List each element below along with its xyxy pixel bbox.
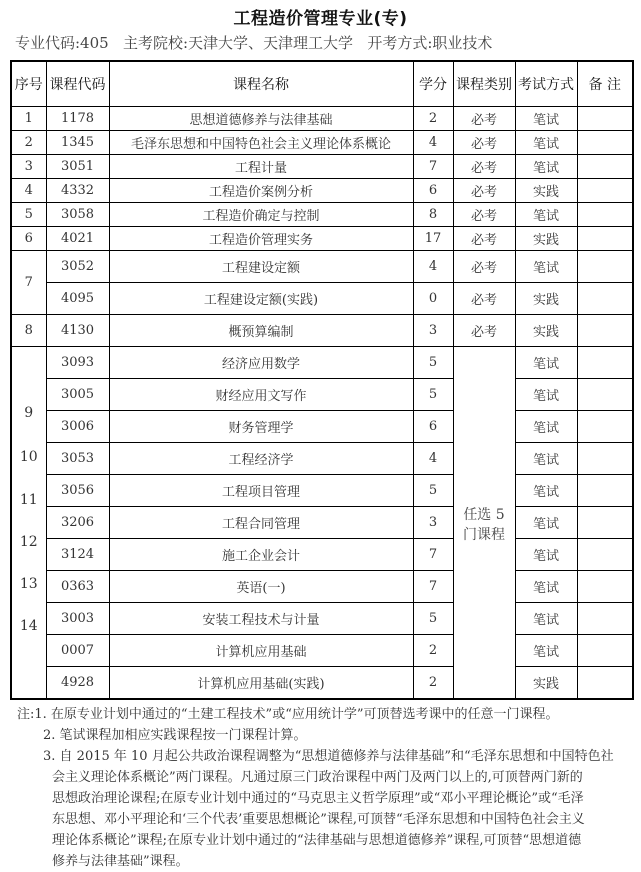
- name-cell: 施工企业会计: [109, 539, 413, 571]
- type-cell: 必考: [453, 107, 515, 131]
- code-cell: 4130: [46, 315, 109, 347]
- seq-cell: 4: [11, 179, 46, 203]
- seq-cell: 8: [11, 315, 46, 347]
- name-cell: 工程计量: [109, 155, 413, 179]
- table-header-row: [11, 61, 633, 107]
- note-cell: [577, 539, 633, 571]
- note-2: 2. 笔试课程加相应实践课程按一门课程计算。: [43, 728, 307, 743]
- table-row: [11, 667, 633, 700]
- seq-cell: 6: [11, 227, 46, 251]
- exam-cell: 实践: [515, 283, 577, 315]
- table-row: [11, 539, 633, 571]
- code-cell: 0363: [46, 571, 109, 603]
- seq-cell: 7: [11, 251, 46, 315]
- note-3-cont: 东思想、邓小平理论和‘三个代表’重要思想概论”课程,可顶替“毛泽东思想和中国特色社会主义: [52, 812, 585, 827]
- seq-label: 12: [19, 534, 38, 550]
- name-cell: 工程建设定额(实践): [109, 283, 413, 315]
- exam-cell: 笔试: [515, 203, 577, 227]
- code-cell: 3124: [46, 539, 109, 571]
- exam-cell: 笔试: [515, 379, 577, 411]
- course-plan-table: [10, 60, 634, 700]
- elective-type-line1: 任选 5: [463, 507, 505, 523]
- code-cell: 3056: [46, 475, 109, 507]
- seq-label: 14: [19, 618, 38, 634]
- exam-cell: 笔试: [515, 507, 577, 539]
- name-cell: 财务管理学: [109, 411, 413, 443]
- note-cell: [577, 283, 633, 315]
- elective-seq-cell: [11, 347, 46, 700]
- seq-cell: 2: [11, 131, 46, 155]
- header-note: 备 注: [577, 61, 633, 107]
- seq-label: 10: [19, 449, 38, 465]
- credit-cell: 6: [413, 179, 453, 203]
- table-row: [11, 347, 633, 379]
- credit-cell: 6: [413, 411, 453, 443]
- seq-cell: 3: [11, 155, 46, 179]
- table-row: [11, 179, 633, 203]
- note-cell: [577, 107, 633, 131]
- code-cell: 4928: [46, 667, 109, 700]
- note-cell: [577, 667, 633, 700]
- credit-cell: 5: [413, 347, 453, 379]
- code-cell: 4332: [46, 179, 109, 203]
- exam-cell: 笔试: [515, 603, 577, 635]
- note-cell: [577, 203, 633, 227]
- credit-cell: 17: [413, 227, 453, 251]
- table-row: [11, 315, 633, 347]
- table-row: [11, 635, 633, 667]
- note-cell: [577, 411, 633, 443]
- header-exam: 考试方式: [515, 61, 577, 107]
- table-row: [11, 603, 633, 635]
- note-cell: [577, 131, 633, 155]
- code-cell: 3005: [46, 379, 109, 411]
- name-cell: 英语(一): [109, 571, 413, 603]
- code-cell: 3206: [46, 507, 109, 539]
- note-cell: [577, 571, 633, 603]
- note-cell: [577, 635, 633, 667]
- table-row: [11, 251, 633, 283]
- code-cell: 0007: [46, 635, 109, 667]
- exam-cell: 笔试: [515, 347, 577, 379]
- name-cell: 工程合同管理: [109, 507, 413, 539]
- note-cell: [577, 347, 633, 379]
- table-row: [11, 107, 633, 131]
- name-cell: 计算机应用基础: [109, 635, 413, 667]
- code-cell: 3003: [46, 603, 109, 635]
- note-3-cont: 理论体系概论”课程;在原专业计划中通过的“法律基础与思想道德修养”课程,可顶替“思想道德: [52, 833, 582, 848]
- name-cell: 工程造价管理实务: [109, 227, 413, 251]
- table-row: [11, 507, 633, 539]
- name-cell: 毛泽东思想和中国特色社会主义理论体系概论: [109, 131, 413, 155]
- code-cell: 3051: [46, 155, 109, 179]
- note-1: 注:1. 在原专业计划中通过的“土建工程技术”或“应用统计学”可顶替选考课中的任意一门课程。: [17, 707, 559, 722]
- table-row: [11, 443, 633, 475]
- major-info: 专业代码:405 主考院校:天津大学、天津理工大学 开考方式:职业技术: [15, 34, 493, 52]
- table-row: [11, 379, 633, 411]
- exam-cell: 笔试: [515, 107, 577, 131]
- credit-cell: 7: [413, 155, 453, 179]
- elective-type-cell: [453, 347, 515, 700]
- credit-cell: 5: [413, 475, 453, 507]
- name-cell: 计算机应用基础(实践): [109, 667, 413, 700]
- type-cell: 必考: [453, 131, 515, 155]
- exam-cell: 笔试: [515, 571, 577, 603]
- name-cell: 财经应用文写作: [109, 379, 413, 411]
- note-3-cont: 会主义理论体系概论”两门课程。凡通过原三门政治课程中两门及两门以上的,可顶替两门新的: [52, 770, 583, 785]
- note-cell: [577, 251, 633, 283]
- name-cell: 工程建设定额: [109, 251, 413, 283]
- exam-cell: 笔试: [515, 251, 577, 283]
- header-seq: 序号: [11, 61, 46, 107]
- header-code: 课程代码: [46, 61, 109, 107]
- type-cell: 必考: [453, 227, 515, 251]
- note-3: 3. 自 2015 年 10 月起公共政治课程调整为“思想道德修养与法律基础”和“毛泽东思想和中国特色社: [43, 749, 614, 764]
- note-cell: [577, 179, 633, 203]
- exam-cell: 实践: [515, 315, 577, 347]
- code-cell: 3053: [46, 443, 109, 475]
- name-cell: 工程项目管理: [109, 475, 413, 507]
- table-row: [11, 227, 633, 251]
- seq-cell: 5: [11, 203, 46, 227]
- table-row: [11, 283, 633, 315]
- seq-cell: 1: [11, 107, 46, 131]
- code-cell: 4021: [46, 227, 109, 251]
- exam-cell: 笔试: [515, 131, 577, 155]
- footnotes: [17, 704, 629, 872]
- exam-cell: 实践: [515, 667, 577, 700]
- table-row: [11, 475, 633, 507]
- seq-label: 11: [19, 492, 38, 508]
- name-cell: 安装工程技术与计量: [109, 603, 413, 635]
- type-cell: 必考: [453, 251, 515, 283]
- note-cell: [577, 603, 633, 635]
- exam-cell: 实践: [515, 179, 577, 203]
- table-row: [11, 411, 633, 443]
- note-3-cont: 修养与法律基础”课程。: [52, 854, 189, 869]
- table-row: [11, 203, 633, 227]
- type-cell: 必考: [453, 283, 515, 315]
- credit-cell: 3: [413, 315, 453, 347]
- name-cell: 概预算编制: [109, 315, 413, 347]
- note-cell: [577, 379, 633, 411]
- name-cell: 工程经济学: [109, 443, 413, 475]
- exam-cell: 实践: [515, 227, 577, 251]
- exam-cell: 笔试: [515, 155, 577, 179]
- credit-cell: 4: [413, 443, 453, 475]
- note-3-cont: 思想政治理论课程;在原专业计划中通过的“马克思主义哲学原理”或“邓小平理论概论”或“毛泽: [52, 791, 584, 806]
- exam-cell: 笔试: [515, 443, 577, 475]
- note-cell: [577, 507, 633, 539]
- name-cell: 工程造价确定与控制: [109, 203, 413, 227]
- type-cell: 必考: [453, 203, 515, 227]
- credit-cell: 4: [413, 251, 453, 283]
- code-cell: 3006: [46, 411, 109, 443]
- credit-cell: 5: [413, 379, 453, 411]
- seq-label: 9: [24, 405, 34, 421]
- name-cell: 思想道德修养与法律基础: [109, 107, 413, 131]
- seq-label: 13: [19, 576, 38, 592]
- type-cell: 必考: [453, 315, 515, 347]
- credit-cell: 2: [413, 635, 453, 667]
- credit-cell: 0: [413, 283, 453, 315]
- table-row: [11, 131, 633, 155]
- note-cell: [577, 315, 633, 347]
- code-cell: 1345: [46, 131, 109, 155]
- credit-cell: 4: [413, 131, 453, 155]
- header-type: 课程类别: [453, 61, 515, 107]
- code-cell: 3052: [46, 251, 109, 283]
- header-credit: 学分: [413, 61, 453, 107]
- name-cell: 工程造价案例分析: [109, 179, 413, 203]
- elective-type-line2: 门课程: [463, 527, 505, 543]
- table-row: [11, 155, 633, 179]
- credit-cell: 7: [413, 539, 453, 571]
- code-cell: 3058: [46, 203, 109, 227]
- name-cell: 经济应用数学: [109, 347, 413, 379]
- exam-cell: 笔试: [515, 411, 577, 443]
- type-cell: 必考: [453, 155, 515, 179]
- credit-cell: 7: [413, 571, 453, 603]
- page-title: 工程造价管理专业(专): [233, 9, 408, 29]
- header-name: 课程名称: [109, 61, 413, 107]
- credit-cell: 3: [413, 507, 453, 539]
- credit-cell: 8: [413, 203, 453, 227]
- exam-cell: 笔试: [515, 635, 577, 667]
- code-cell: 4095: [46, 283, 109, 315]
- note-cell: [577, 155, 633, 179]
- credit-cell: 5: [413, 603, 453, 635]
- type-cell: 必考: [453, 179, 515, 203]
- credit-cell: 2: [413, 667, 453, 700]
- code-cell: 3093: [46, 347, 109, 379]
- note-cell: [577, 227, 633, 251]
- table-row: [11, 571, 633, 603]
- credit-cell: 2: [413, 107, 453, 131]
- exam-cell: 笔试: [515, 539, 577, 571]
- exam-cell: 笔试: [515, 475, 577, 507]
- note-cell: [577, 475, 633, 507]
- note-cell: [577, 443, 633, 475]
- code-cell: 1178: [46, 107, 109, 131]
